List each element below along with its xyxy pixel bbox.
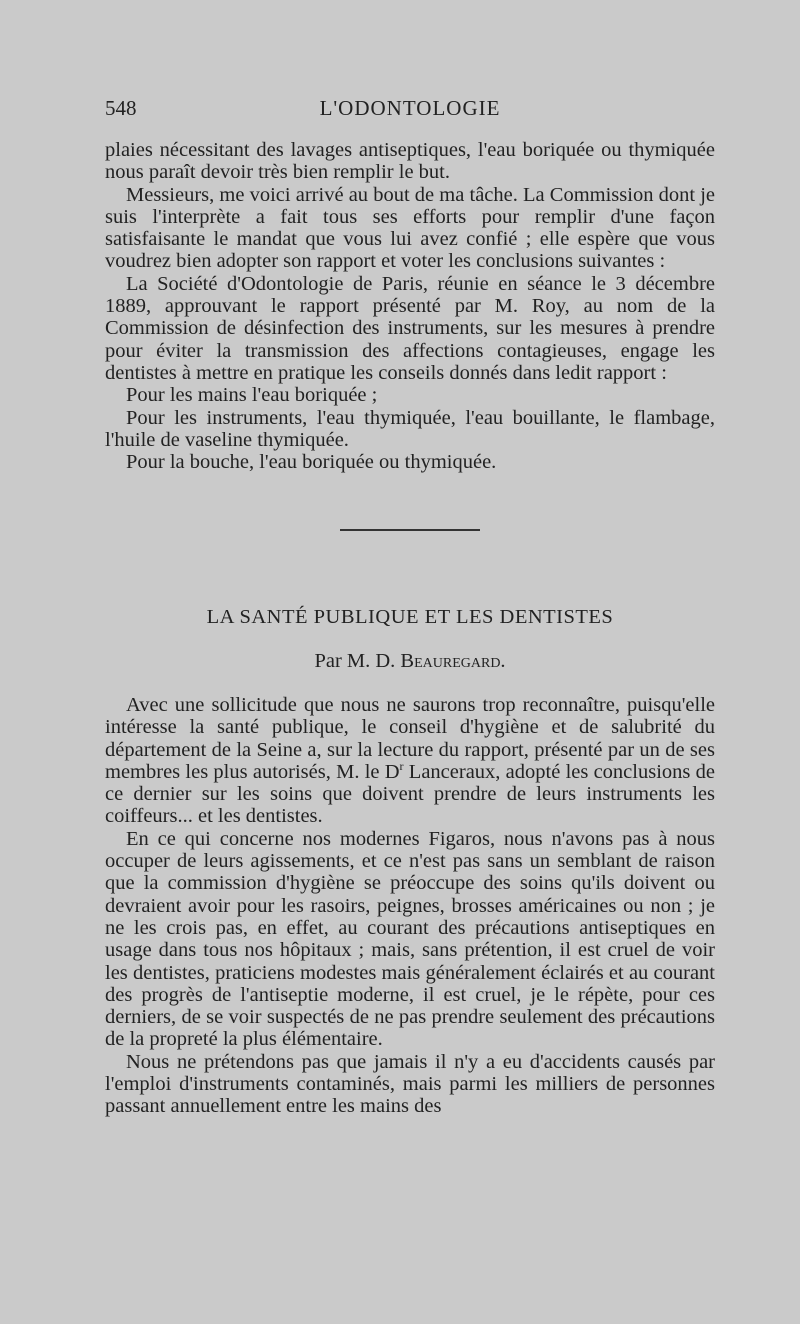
journal-title: L'ODONTOLOGIE xyxy=(319,96,501,120)
page-number: 548 xyxy=(105,96,137,120)
paragraph: Messieurs, me voici arrivé au bout de ma tâche. La Commission dont je suis l'interprète a fait tous ses efforts pour remplir d'une façon satisfaisante le mandat que vous lui avez confié ; elle espère que vous voudrez bien adopter son rapport et voter les conclusions suivantes : xyxy=(105,183,715,273)
superscript: r xyxy=(399,759,404,774)
paragraph: Nous ne prétendons pas que jamais il n'y a eu d'accidents causés par l'emploi d'instruments contaminés, mais parmi les milliers de personnes passant annuellement entre les mains des xyxy=(105,1050,715,1118)
byline-prefix: Par M. D. xyxy=(314,650,401,672)
article-body xyxy=(105,694,715,1118)
paragraph: La Société d'Odontologie de Paris, réunie en séance le 3 décembre 1889, approuvant le rapport présenté par M. Roy, au nom de la Commission de désinfection des instruments, sur les mesures à prendre pour éviter la transmission des affections contagieuses, engage les dentistes à mettre en pratique les conseils donnés dans ledit rapport : xyxy=(105,272,715,384)
paragraph-text: Lanceraux, adopté les conclusions de ce dernier sur les soins que doivent prendre de leurs instruments les coiffeurs... et les dentistes. xyxy=(105,760,715,828)
paragraph: Pour la bouche, l'eau boriquée ou thymiquée. xyxy=(126,451,497,474)
running-head xyxy=(105,96,715,122)
article-byline xyxy=(105,650,715,673)
byline-author: Beauregard. xyxy=(400,650,506,672)
article-title: LA SANTÉ PUBLIQUE ET LES DENTISTES xyxy=(206,606,614,628)
paragraph: Pour les mains l'eau boriquée ; xyxy=(126,384,378,407)
paragraph xyxy=(105,694,715,828)
paragraph: Pour les instruments, l'eau thymiquée, l'eau bouillante, le flambage, l'huile de vaseline thymiquée. xyxy=(105,406,715,451)
paragraph-text: Avec une sollicitude que nous ne saurons trop reconnaître, puisqu'elle intéresse la santé publique, le conseil d'hygiène et de salubrité du département de la Seine a, sur la lecture du rapport, présenté par un de ses membres les plus autorisés, M. le D xyxy=(105,694,715,783)
paragraph: En ce qui concerne nos modernes Figaros, nous n'avons pas à nous occuper de leurs agissements, et ce n'est pas sans un semblant de raison que la commission d'hygiène se préoccupe des soins qu'ils doivent ou devraient avoir pour les rasoirs, peignes, brosses américaines ou non ; je ne les crois pas, en effet, au courant des précautions antiseptiques en usage dans tous nos hôpitaux ; mais, sans prétention, il est cruel de voir les dentistes, praticiens modestes mais généralement éclairés et au courant des progrès de l'antiseptie moderne, il est cruel, je le répète, pour ces derniers, de se voir suspectés de ne pas prendre seulement des précautions de la propreté la plus élémentaire. xyxy=(105,827,715,1051)
section-divider xyxy=(340,529,480,531)
report-conclusion-text xyxy=(105,139,715,473)
paragraph: plaies nécessitant des lavages antiseptiques, l'eau boriquée ou thymiquée nous paraît devoir très bien remplir le but. xyxy=(105,139,715,184)
